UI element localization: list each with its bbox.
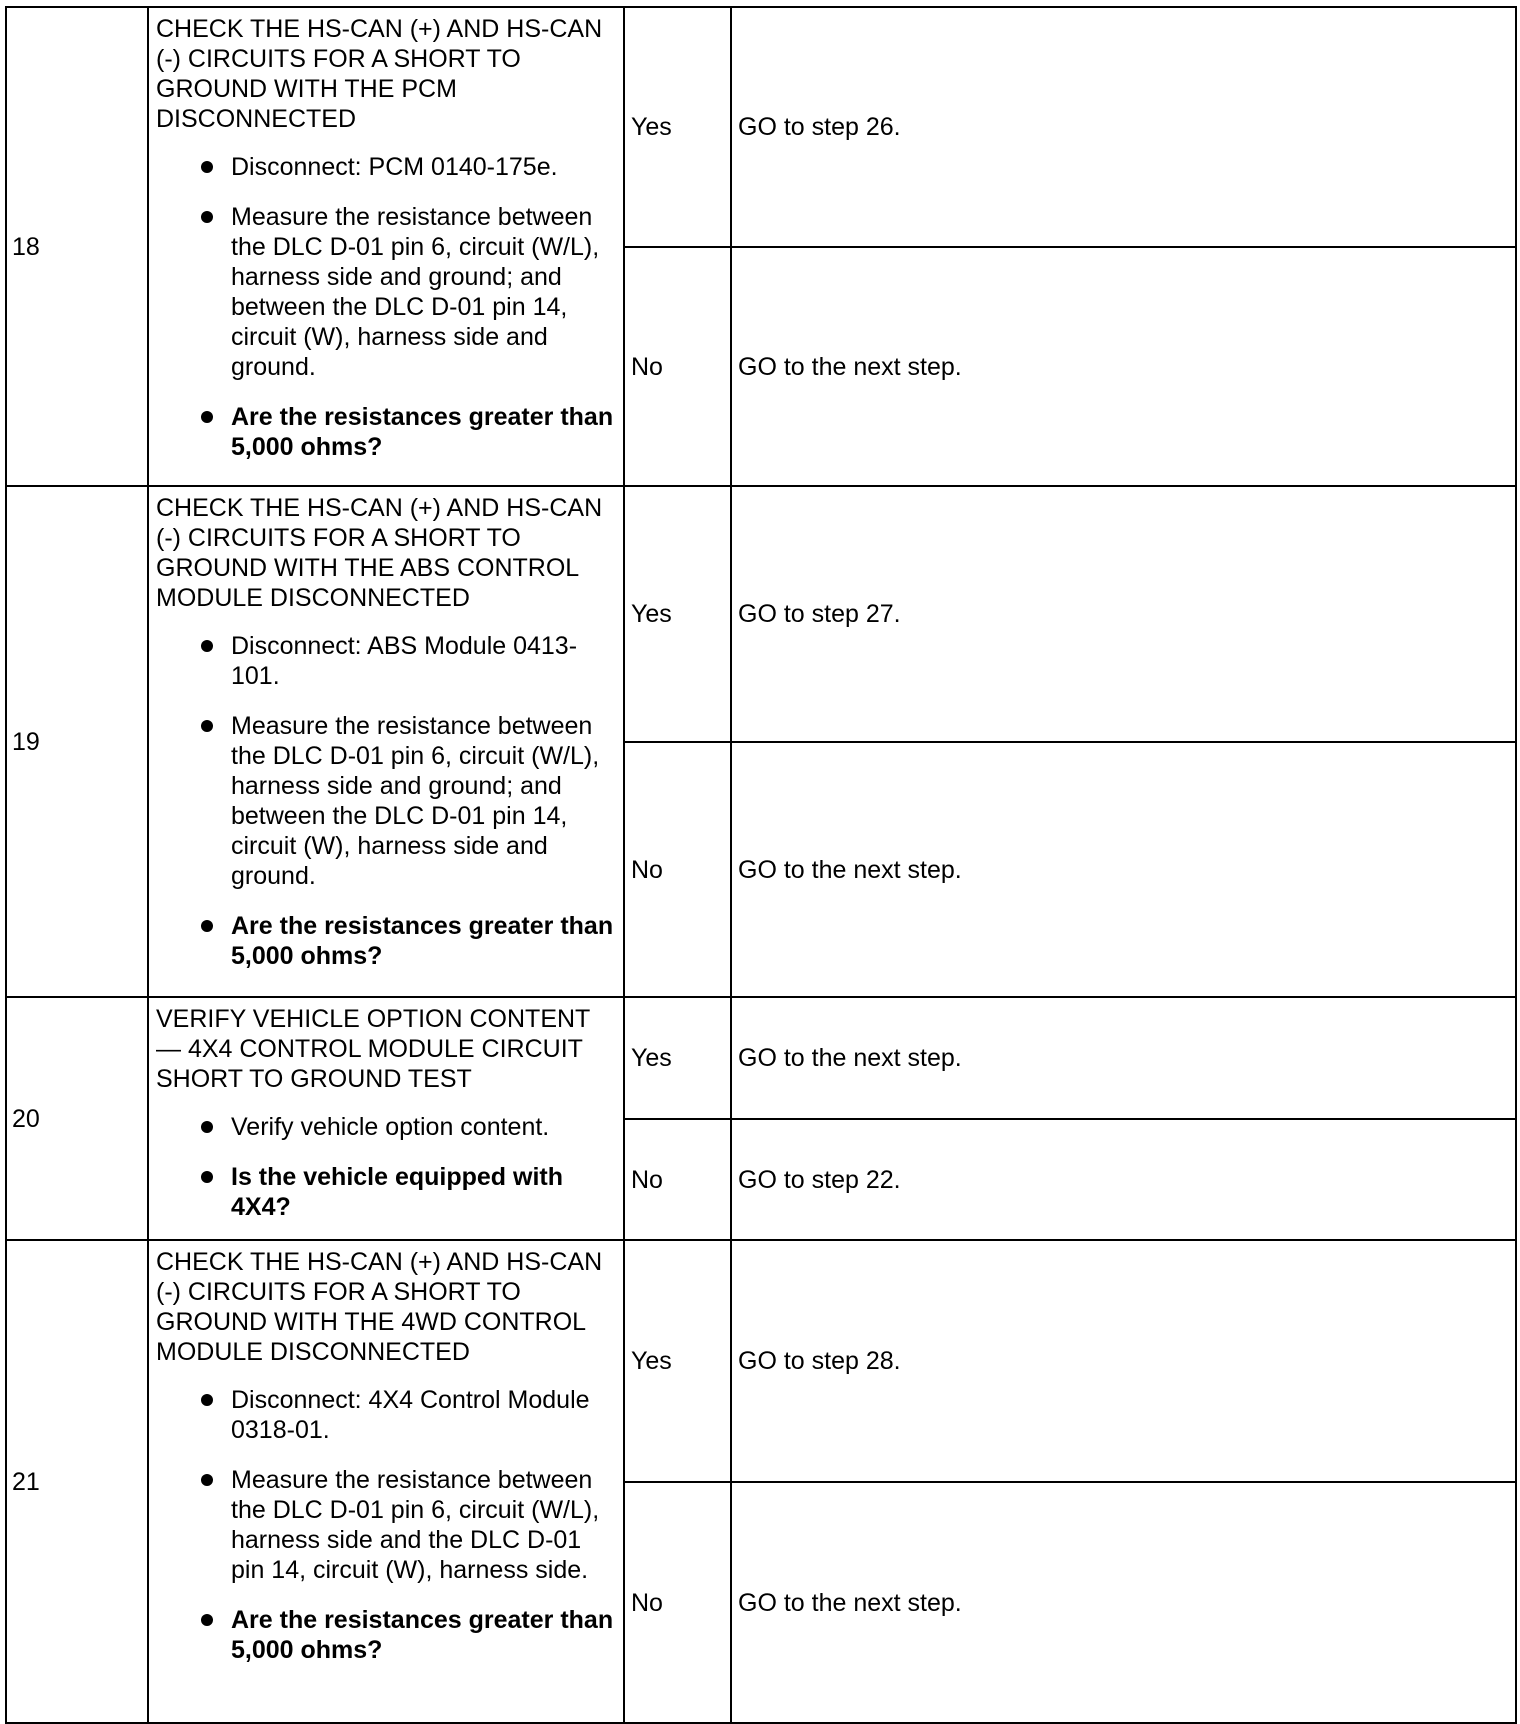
action-heading: CHECK THE HS-CAN (+) AND HS-CAN (-) CIRCUITS FOR A SHORT TO GROUND WITH THE PCM DISCONNECTED (156, 15, 603, 133)
action-item (156, 631, 615, 691)
result-yes-label: Yes (624, 1240, 731, 1482)
result-no-action: GO to step 22. (731, 1119, 1516, 1240)
question-text: Are the resistances greater than 5,000 ohms? (231, 912, 614, 970)
question-text: Are the resistances greater than 5,000 ohms? (231, 1606, 614, 1664)
action-text: Disconnect: ABS Module 0413-101. (231, 632, 578, 690)
step-row-yes (6, 997, 1516, 1119)
action-item (156, 202, 615, 382)
bullet-icon (201, 1121, 213, 1133)
bullet-icon (201, 411, 213, 423)
action-heading: CHECK THE HS-CAN (+) AND HS-CAN (-) CIRCUITS FOR A SHORT TO GROUND WITH THE 4WD CONTROL MODULE DISCONNECTED (156, 1248, 603, 1366)
bullet-icon (201, 720, 213, 732)
bullet-icon (201, 161, 213, 173)
bullet-icon (201, 920, 213, 932)
action-cell (148, 486, 624, 997)
action-text: Measure the resistance between the DLC D-01 pin 6, circuit (W/L), harness side and ground; and between the DLC D-01 pin 14, circuit (W), harness side and ground. (231, 203, 600, 381)
bullet-icon (201, 640, 213, 652)
result-no-label: No (624, 742, 731, 997)
result-yes-action: GO to step 28. (731, 1240, 1516, 1482)
action-item (156, 711, 615, 891)
result-yes-label: Yes (624, 7, 731, 247)
step-number: 20 (6, 997, 148, 1240)
result-no-action: GO to the next step. (731, 742, 1516, 997)
action-item (156, 1112, 615, 1142)
action-cell (148, 997, 624, 1240)
step-row-yes (6, 486, 1516, 742)
bullet-icon (201, 1394, 213, 1406)
action-question (156, 1162, 615, 1222)
action-list (156, 1112, 615, 1222)
result-yes-label: Yes (624, 486, 731, 742)
action-text: Disconnect: PCM 0140-175e. (231, 153, 558, 181)
result-yes-action: GO to the next step. (731, 997, 1516, 1119)
step-row-yes (6, 1240, 1516, 1482)
result-yes-action: GO to step 26. (731, 7, 1516, 247)
step-row-yes (6, 7, 1516, 247)
question-text: Is the vehicle equipped with 4X4? (231, 1163, 564, 1221)
step-number: 21 (6, 1240, 148, 1723)
action-heading: VERIFY VEHICLE OPTION CONTENT — 4X4 CONTROL MODULE CIRCUIT SHORT TO GROUND TEST (156, 1005, 590, 1093)
result-no-action: GO to the next step. (731, 1482, 1516, 1723)
result-no-label: No (624, 247, 731, 486)
action-cell (148, 1240, 624, 1723)
action-list (156, 152, 615, 462)
bullet-icon (201, 1171, 213, 1183)
bullet-icon (201, 211, 213, 223)
action-text: Measure the resistance between the DLC D-01 pin 6, circuit (W/L), harness side and the DLC D-01 pin 14, circuit (W), harness side. (231, 1466, 600, 1584)
action-question (156, 911, 615, 971)
question-text: Are the resistances greater than 5,000 ohms? (231, 403, 614, 461)
result-no-label: No (624, 1119, 731, 1240)
action-question (156, 1605, 615, 1665)
action-list (156, 631, 615, 971)
action-item (156, 1385, 615, 1445)
bullet-icon (201, 1474, 213, 1486)
result-no-action: GO to the next step. (731, 247, 1516, 486)
action-cell (148, 7, 624, 486)
result-no-label: No (624, 1482, 731, 1723)
step-number: 19 (6, 486, 148, 997)
result-yes-action: GO to step 27. (731, 486, 1516, 742)
action-text: Measure the resistance between the DLC D-01 pin 6, circuit (W/L), harness side and ground; and between the DLC D-01 pin 14, circuit (W), harness side and ground. (231, 712, 600, 890)
result-yes-label: Yes (624, 997, 731, 1119)
diagnostic-steps-table (5, 6, 1517, 1724)
action-question (156, 402, 615, 462)
action-list (156, 1385, 615, 1665)
action-text: Disconnect: 4X4 Control Module 0318-01. (231, 1386, 590, 1444)
action-item (156, 152, 615, 182)
action-text: Verify vehicle option content. (231, 1113, 550, 1141)
action-item (156, 1465, 615, 1585)
bullet-icon (201, 1614, 213, 1626)
action-heading: CHECK THE HS-CAN (+) AND HS-CAN (-) CIRCUITS FOR A SHORT TO GROUND WITH THE ABS CONTROL MODULE DISCONNECTED (156, 494, 603, 612)
step-number: 18 (6, 7, 148, 486)
